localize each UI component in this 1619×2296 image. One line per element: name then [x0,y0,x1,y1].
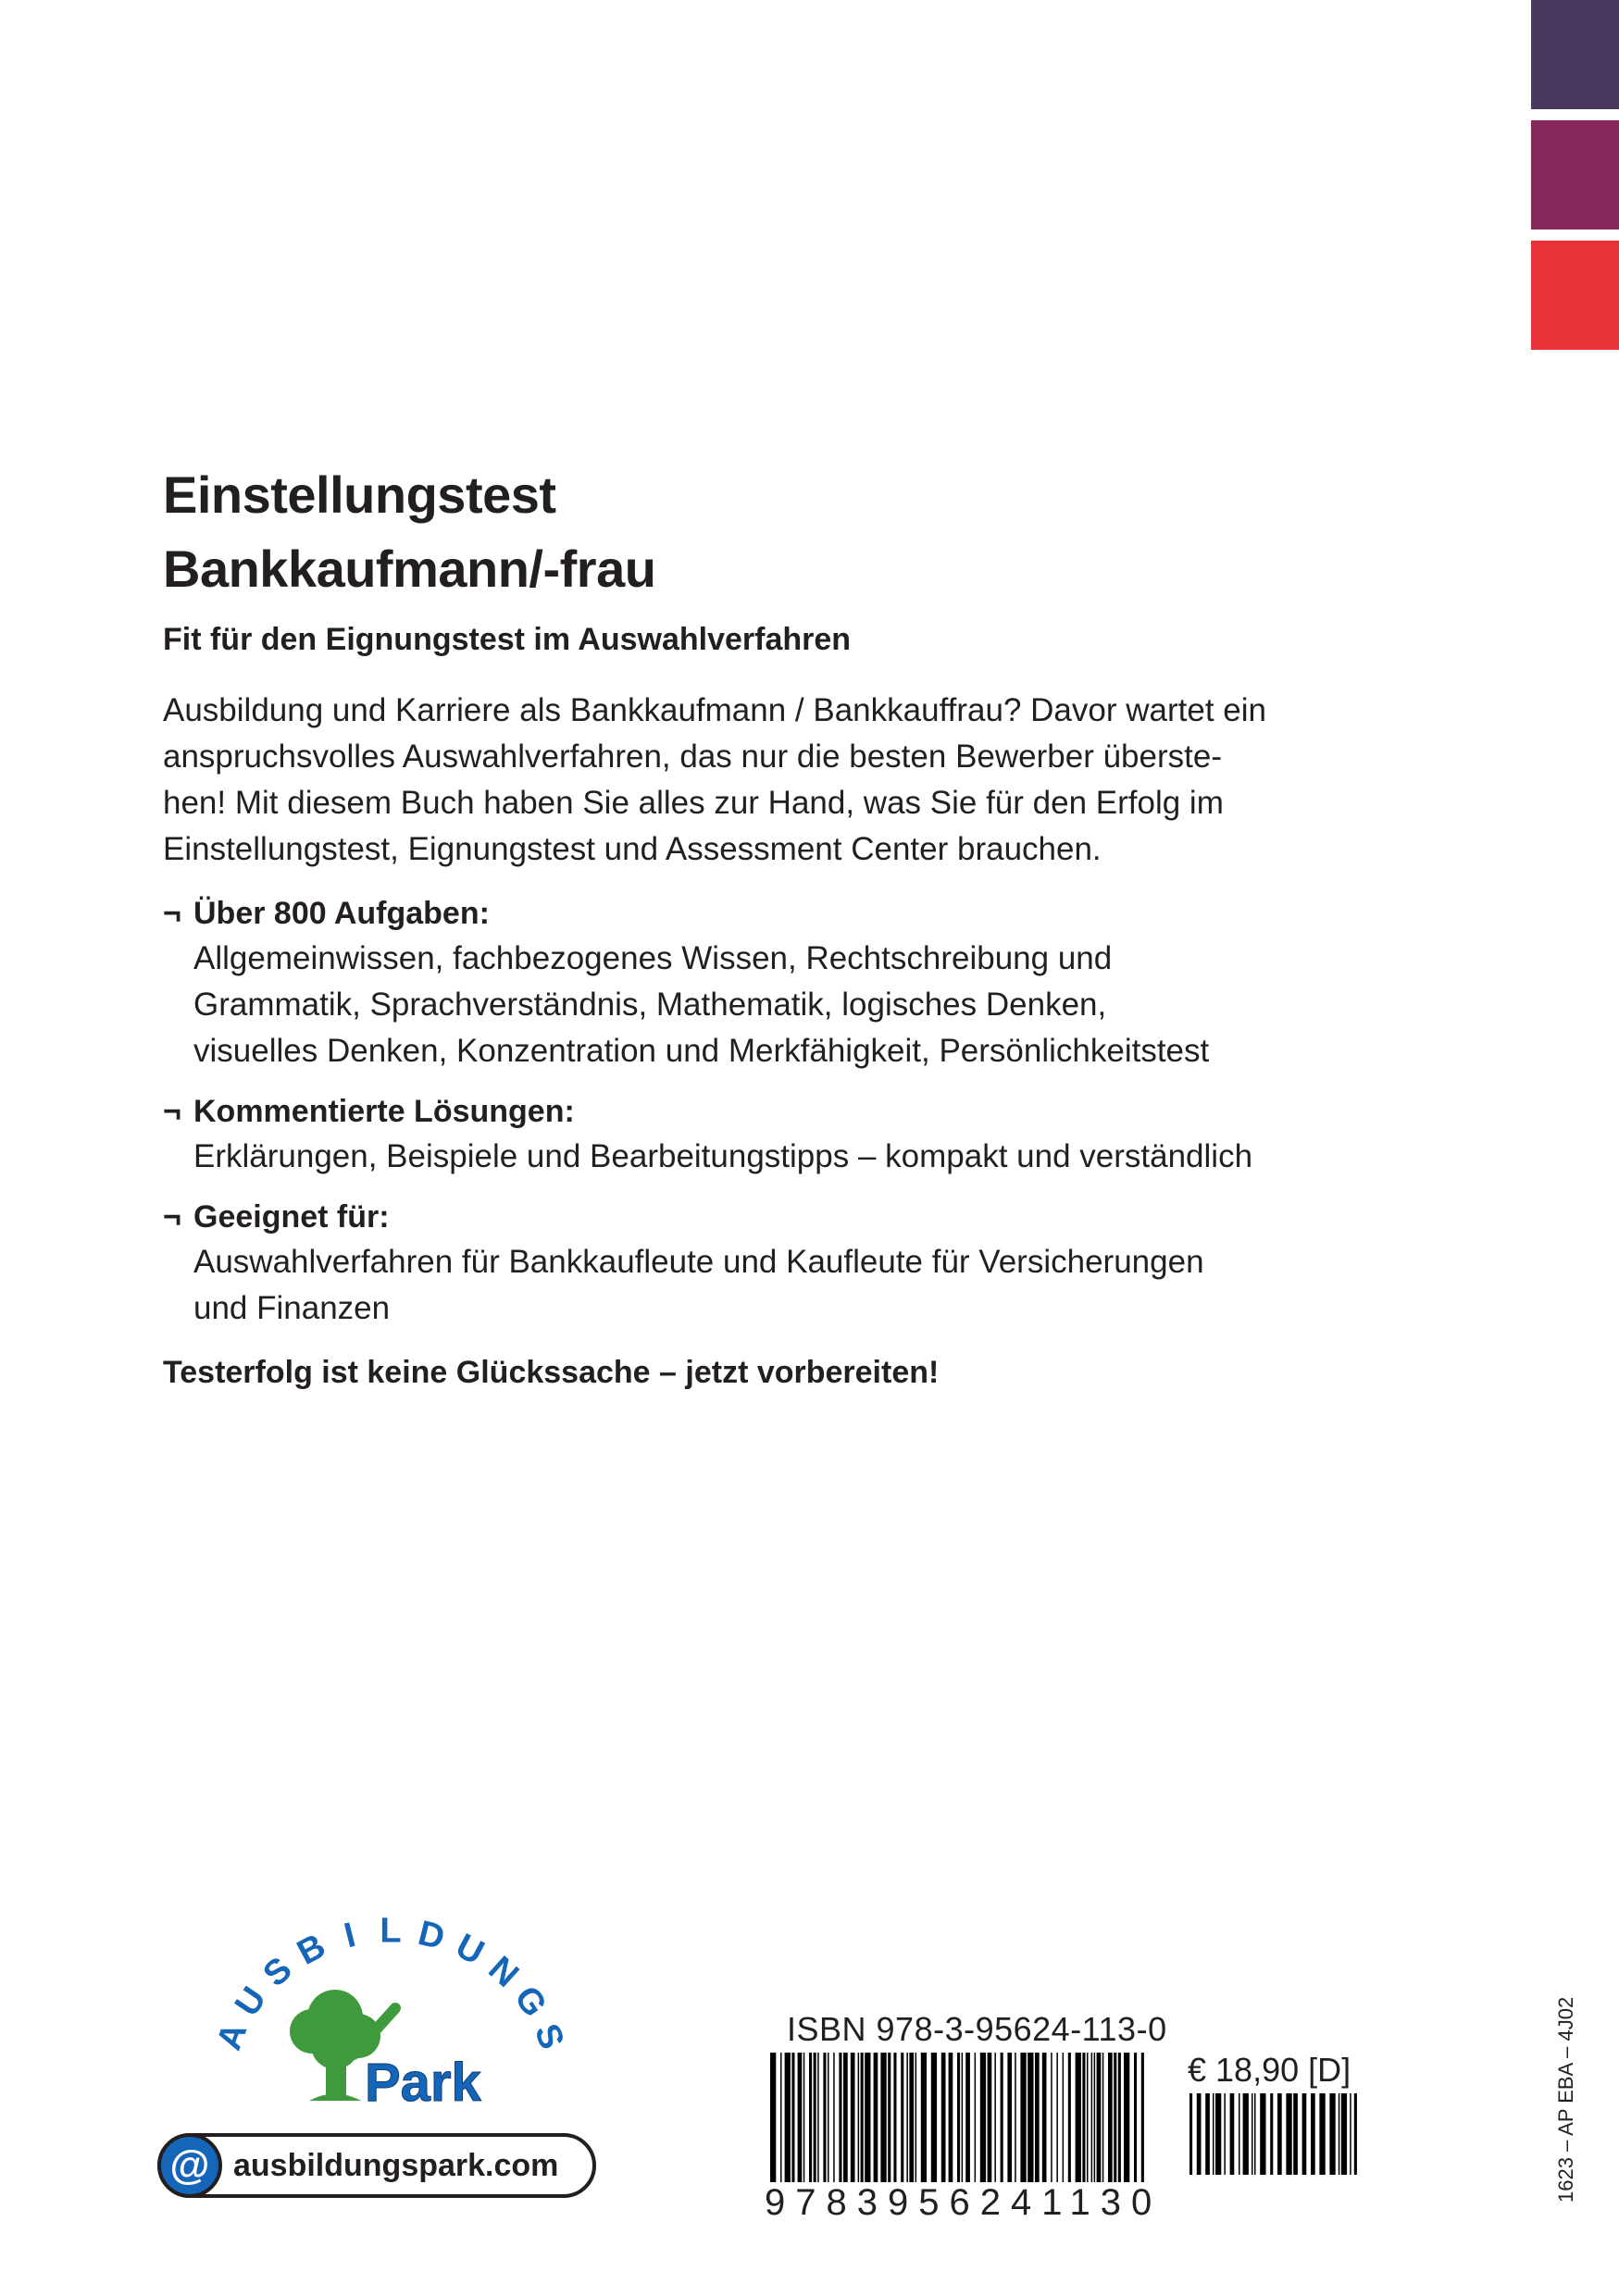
color-block-magenta [1531,120,1619,230]
intro-line: hen! Mit diesem Buch haben Sie alles zur Hand, was Sie für den Erfolg im [163,785,1224,821]
barcode-bar [1197,2093,1202,2175]
barcode-bar [814,2053,816,2182]
intro-line: Einstellungstest, Eignungstest und Assessment Center brauchen. [163,831,1102,867]
feature-line: visuelles Denken, Konzentration und Merkfähigkeit, Persönlichkeitstest [193,1033,1210,1069]
bullet-marker: ¬ [163,1199,181,1235]
barcode-bar [1243,2093,1249,2175]
feature-line: Auswahlverfahren für Bankkaufleute und Kaufleute für Versicherungen [193,1244,1204,1280]
barcode-bar [1319,2093,1325,2175]
logo-arc-letter: B [291,1926,332,1973]
barcode-bar [1042,2053,1047,2182]
barcode-bar [833,2053,835,2182]
ausbildungspark-logo [205,1906,576,2128]
barcode-bar [1007,2053,1012,2182]
barcode-bar [1094,2053,1096,2182]
barcode-bar [994,2053,996,2182]
logo-arc-letter: D [414,1913,449,1958]
barcode-bar [1097,2053,1102,2182]
barcode-bar [1134,2053,1137,2182]
barcode-bar [949,2053,953,2182]
intro-line: Ausbildung und Karriere als Bankkaufmann / Bankkauffrau? Davor wartet ein [163,692,1266,728]
barcode-bar [1124,2053,1129,2182]
barcode-bar [809,2053,812,2182]
barcode-bar [957,2053,960,2182]
logo-arc-letter: S [255,1949,300,1995]
closing-tagline: Testerfolg ist keine Glückssache – jetzt vorbereiten! [163,1355,940,1390]
barcode-bar [1311,2093,1315,2175]
barcode-bar [1051,2053,1052,2182]
barcode-bar [1224,2093,1226,2175]
barcode-bar [1230,2093,1235,2175]
barcode-bar [823,2053,826,2182]
title-line-2: Bankkaufmann/-frau [163,540,656,598]
barcode-bar [909,2053,914,2182]
barcode-bar [1068,2053,1071,2182]
barcode-bar [1293,2093,1298,2175]
barcode-bar [975,2053,977,2182]
logo-arc-letter: S [526,2018,572,2054]
barcode-bar [1102,2053,1104,2182]
barcode-bar [931,2053,937,2182]
barcode-bar [980,2053,986,2182]
barcode-bar [1087,2053,1089,2182]
barcode-bar [1341,2093,1347,2175]
barcode-bar [1056,2053,1058,2182]
intro-paragraph [163,688,1366,873]
barcode-bar [893,2053,896,2182]
feature-line: Erklärungen, Beispiele und Bearbeitungstipps – kompakt und verständlich [193,1138,1253,1174]
logo-arc-letter: U [228,1980,275,2024]
barcode-bar [1270,2093,1273,2175]
barcode-bar [1189,2093,1192,2175]
barcode-bar [1114,2053,1116,2182]
barcode-bar [817,2053,819,2182]
feature-tasks [163,891,1366,1074]
barcode-bar [901,2053,903,2182]
barcode-bar [1277,2093,1282,2175]
barcode-bar [1215,2093,1221,2175]
price-label: € 18,90 [D] [1188,2051,1351,2089]
barcode-bar [1254,2093,1256,2175]
title-line-1: Einstellungstest [163,465,556,524]
barcode-bar [888,2053,890,2182]
barcode-bar [785,2053,791,2182]
barcode-bar [1239,2093,1240,2175]
barcode-bar [962,2053,964,2182]
barcode-bar [1260,2093,1265,2175]
vertical-order-code: 1623 – AP EBA – 4J02 [1554,1996,1577,2203]
website-badge[interactable] [157,2133,596,2198]
barcode-bar [988,2053,992,2182]
barcode-bar [1076,2053,1081,2182]
barcode-bar [1001,2053,1003,2182]
barcode-bar [1091,2053,1093,2182]
logo-word: Park [365,2053,481,2113]
bullet-marker: ¬ [163,896,181,931]
logo-arc-letter: I [340,1915,360,1956]
barcode-digits: 9783956241130 [765,2182,1163,2223]
barcode-bar [791,2053,794,2182]
feature-heading: Geeignet für: [193,1199,390,1235]
back-cover-text [163,458,1366,1395]
book-subtitle: Fit für den Eignungstest im Auswahlverfahren [163,622,852,657]
logo-arc-letter: G [506,1979,554,2024]
barcode-bar [828,2053,829,2182]
logo-arc-letter: L [380,1911,402,1951]
feature-heading: Kommentierte Lösungen: [193,1094,575,1129]
barcode-bar [1354,2093,1357,2175]
bullet-marker: ¬ [163,1094,181,1129]
logo-arc-letter: U [449,1926,491,1973]
barcode-bar [851,2053,855,2182]
barcode-bar [1108,2053,1113,2182]
barcode-bar [770,2053,776,2182]
barcode-bar [1118,2053,1121,2182]
barcode-bar [1020,2053,1026,2182]
barcode-bar [874,2053,878,2182]
logo-arc-letter: A [209,2017,255,2055]
barcode-bar [780,2053,782,2182]
barcode-bar [803,2053,805,2182]
logo-arc-letter: N [480,1949,527,1995]
barcode-bar [1302,2093,1307,2175]
isbn-label: ISBN 978-3-95624-113-0 [787,2010,1167,2048]
barcode-bar [941,2053,946,2182]
barcode-bar [1252,2093,1253,2175]
isbn-barcode [768,2053,1148,2191]
intro-line: anspruchsvolles Auswahlverfahren, das nur die besten Bewerber überste- [163,738,1222,775]
barcode-bar [861,2053,864,2182]
barcode-bar [915,2053,917,2182]
price-barcode [1188,2093,1360,2175]
barcode-bar [880,2053,886,2182]
barcode-bar [798,2053,803,2182]
at-icon: @ [157,2133,222,2198]
barcode-bar [906,2053,908,2182]
feature-solutions [163,1089,1366,1180]
barcode-bar [1082,2053,1085,2182]
book-title [163,458,1366,606]
barcode-bar [1213,2093,1214,2175]
feature-heading: Über 800 Aufgaben: [193,896,490,931]
feature-suitable-for [163,1195,1366,1332]
barcode-bar [965,2053,970,2182]
barcode-bar [1027,2053,1033,2182]
website-url[interactable]: ausbildungspark.com [233,2147,559,2183]
barcode-bar [1205,2093,1210,2175]
barcode-bar [858,2053,860,2182]
barcode-bar [865,2053,870,2182]
barcode-bar [1350,2093,1351,2175]
barcode-bar [1286,2093,1291,2175]
feature-line: und Finanzen [193,1290,391,1326]
barcode-bar [843,2053,848,2182]
barcode-bar [1329,2093,1335,2175]
logo-arc-letters [210,1912,572,2055]
color-block-purple [1531,0,1619,109]
feature-line: Grammatik, Sprachverständnis, Mathematik, logisches Denken, [193,987,1107,1023]
barcode-bar [1141,2053,1144,2182]
barcode-bar [921,2053,927,2182]
color-block-red [1531,241,1619,350]
feature-line: Allgemeinwissen, fachbezogenes Wissen, Rechtschreibung und [193,940,1113,976]
barcode-bar [1063,2053,1065,2182]
barcode-bar [1339,2093,1340,2175]
barcode-bar [1015,2053,1016,2182]
barcode-bar [1035,2053,1040,2182]
barcode-bar [839,2053,841,2182]
